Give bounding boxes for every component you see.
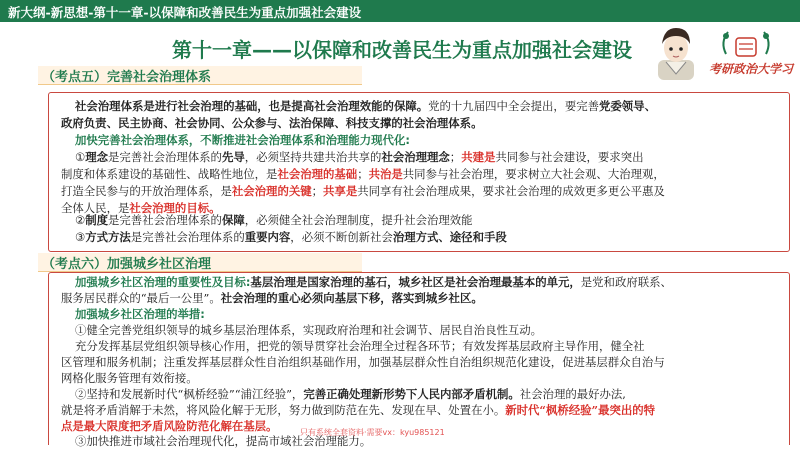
text-run: 重要内容 <box>244 230 291 244</box>
text-run: 区管理和服务机制；注重发挥基层群众性自治组织基础作用，加强基层群众性自治组织规范化建设，促进基层群众自治与 <box>61 355 665 369</box>
logo-text: 考研政治大学习 <box>708 62 793 76</box>
s6-line8 <box>61 403 655 418</box>
section6-heading <box>38 253 362 272</box>
text-run: ③ <box>75 230 86 244</box>
text-run: 保障 <box>221 213 245 227</box>
s5-para1b <box>61 116 482 131</box>
top-bar <box>0 0 800 22</box>
text-run: ； <box>449 150 462 164</box>
text-run: ； <box>311 184 324 198</box>
text-run: 社会治理的基础 <box>277 167 358 181</box>
text-run: 政府负责、民主协商、社会协同、公众参与、法治保障、科技支撑的社会治理体系。 <box>61 116 483 130</box>
s6-line2 <box>61 291 483 306</box>
s5-para1 <box>75 99 656 114</box>
text-run: 共建是 <box>461 150 496 164</box>
s5-line6 <box>75 230 507 245</box>
text-run: 党的十九届四中全会提出，要完善 <box>428 99 599 113</box>
text-run: 全体人民，是 <box>61 201 130 215</box>
watermark-text: 只有系统全套资料·需要vx：kyu985121 <box>300 428 445 437</box>
s6-line3 <box>75 323 542 338</box>
text-run: 是完善社会治理体系的 <box>108 150 222 164</box>
text-run: 共享是 <box>323 184 358 198</box>
text-run: 就是将矛盾消解于未然，将风险化解于无形，努力做到防范在先、发现在早、处置在小。 <box>61 403 506 417</box>
text-run: 制度 <box>85 213 109 227</box>
section5-heading-text: （考点五）完善社会治理体系 <box>42 70 212 85</box>
section6-panel <box>48 272 790 448</box>
text-run: 是完善社会治理体系的 <box>130 230 245 244</box>
s5-line3 <box>61 184 665 199</box>
section5-heading <box>38 66 362 85</box>
text-run: 社会治理的目标。 <box>129 201 221 215</box>
s6-line6 <box>61 371 198 386</box>
s6-subhead: 加强城乡社区治理的举措: <box>75 307 205 321</box>
s6-line4 <box>75 339 645 354</box>
text-run: 打造全民参与的开放治理体系，是 <box>61 184 232 198</box>
breadcrumb: 新大纲-新思想-第十一章-以保障和改善民生为重点加强社会建设 <box>8 5 362 20</box>
text-run: 新时代“枫桥经验”最突出的特 <box>505 403 656 417</box>
s5-line2 <box>61 167 665 182</box>
s6-line7 <box>75 387 626 402</box>
text-run: 社会治理的关键 <box>231 184 312 198</box>
text-run: 充分发挥基层党组织领导核心作用，把党的领导贯穿社会治理全过程各环节；有效发挥基层政府主导作用，健全社 <box>75 339 645 353</box>
s5-subhead: 加快完善社会治理体系，不断推进社会治理体系和治理能力现代化: <box>75 133 410 147</box>
text-run: 基层治理是国家治理的基石，城乡社区是社会治理最基本的单元， <box>250 275 581 289</box>
chapter-title: 第十一章——以保障和改善民生为重点加强社会建设 <box>172 38 632 62</box>
text-run: ① <box>75 150 86 164</box>
s6-line5 <box>61 355 665 370</box>
text-run: ③加快推进市域社会治理现代化，提高市域社会治理能力。 <box>75 434 372 448</box>
s5-line1 <box>75 150 643 165</box>
text-run: 完善正确处理新形势下人民内部矛盾机制。 <box>303 387 520 401</box>
text-run: ② <box>75 213 86 227</box>
text-run: ，必须健全社会治理制度，提升社会治理效能 <box>244 213 473 227</box>
text-run: 共同参与社会建设，要求突出 <box>495 150 644 164</box>
text-run: 社会治理的重心必须向基层下移，落实到城乡社区。 <box>220 291 483 305</box>
text-run: ②坚持和发展新时代“枫桥经验”“浦江经验”， <box>75 387 304 401</box>
text-run: 社会治理体系是进行社会治理的基础，也是提高社会治理效能的保障。 <box>75 99 429 113</box>
s6-line1 <box>75 275 672 290</box>
text-run: 社会治理理念 <box>381 150 450 164</box>
text-run: ①健全完善党组织领导的城乡基层治理体系，实现政府治理和社会调节、居民自治良性互动。 <box>75 323 543 337</box>
section6-heading-text: （考点六）加强城乡社区治理 <box>42 257 212 272</box>
text-run: 方式方法 <box>85 230 131 244</box>
text-run: 服务居民群众的“最后一公里”。 <box>61 291 221 305</box>
text-run: 共同参与社会治理，要求树立大社会观、大治理观， <box>402 167 665 181</box>
text-run: 制度和体系建设的基础性、战略性地位，是 <box>61 167 278 181</box>
text-run: 社会治理的最好办法, <box>519 387 626 401</box>
s5-line5 <box>75 213 473 228</box>
teacher-avatar-icon <box>648 22 704 80</box>
text-run: 党委领导、 <box>599 99 656 113</box>
text-run: 是完善社会治理体系的 <box>108 213 222 227</box>
text-run: ，必须坚持共建共治共享的 <box>244 150 382 164</box>
text-run: ； <box>357 167 369 181</box>
text-run: 共治是 <box>368 167 403 181</box>
text-run: 治理方式、途径和手段 <box>392 230 507 244</box>
text-run: 点是最大限度把矛盾风险防范化解在基层。 <box>61 419 278 433</box>
text-run: 理念 <box>85 150 109 164</box>
text-run: 加强城乡社区治理的重要性及目标: <box>75 275 251 289</box>
section5-panel <box>48 92 790 252</box>
s6-line9 <box>61 419 277 434</box>
text-run: 共同享有社会治理成果，要求社会治理的成效更多更公平惠及 <box>357 184 665 198</box>
text-run: ，必须不断创新社会 <box>290 230 393 244</box>
text-run: 是党和政府联系、 <box>580 275 672 289</box>
text-run: 网格化服务管理有效衔接。 <box>61 371 198 385</box>
text-run: 先导 <box>221 150 245 164</box>
